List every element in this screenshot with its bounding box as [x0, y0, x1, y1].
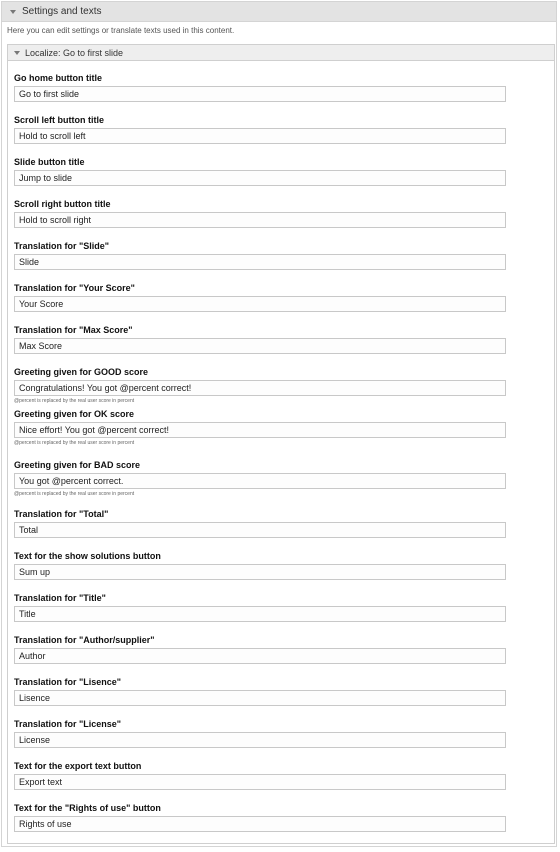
- field-row: [14, 760, 506, 790]
- field-input[interactable]: [14, 86, 506, 102]
- field-label: Text for the show solutions button: [14, 551, 161, 561]
- field-row: [14, 550, 506, 580]
- field-label: Translation for "Author/supplier": [14, 635, 155, 645]
- field-row: [14, 240, 506, 270]
- collapse-triangle-icon[interactable]: [10, 10, 16, 14]
- field-input[interactable]: [14, 170, 506, 186]
- field-label: Go home button title: [14, 73, 102, 83]
- field-input[interactable]: [14, 732, 506, 748]
- field-row: [14, 198, 506, 228]
- field-row: [14, 508, 506, 538]
- settings-panel: [1, 1, 557, 847]
- field-label: Translation for "Slide": [14, 241, 110, 251]
- field-row: [14, 114, 506, 144]
- field-row: [14, 72, 506, 102]
- field-row: [14, 156, 506, 186]
- field-row: [14, 676, 506, 706]
- field-label: Translation for "Your Score": [14, 283, 135, 293]
- field-input[interactable]: [14, 380, 506, 396]
- field-input[interactable]: [14, 648, 506, 664]
- field-input[interactable]: [14, 690, 506, 706]
- field-hint: @percent is replaced by the real user score in percent: [14, 440, 135, 446]
- field-label: Translation for "Max Score": [14, 325, 133, 335]
- field-input[interactable]: [14, 774, 506, 790]
- field-label: Greeting given for BAD score: [14, 460, 141, 470]
- field-input[interactable]: [14, 606, 506, 622]
- field-input[interactable]: [14, 522, 506, 538]
- localize-group-title: Localize: Go to first slide: [25, 47, 124, 58]
- field-row: [14, 802, 506, 832]
- field-row: [14, 366, 506, 404]
- localize-group-header[interactable]: [8, 45, 554, 61]
- field-input[interactable]: [14, 422, 506, 438]
- settings-section-header[interactable]: [2, 2, 556, 22]
- localize-group: [7, 44, 555, 844]
- field-label: Translation for "License": [14, 719, 122, 729]
- field-label: Greeting given for OK score: [14, 409, 135, 419]
- field-row: [14, 459, 506, 497]
- field-row: [14, 282, 506, 312]
- field-row: [14, 634, 506, 664]
- field-label: Greeting given for GOOD score: [14, 367, 149, 377]
- field-label: Translation for "Total": [14, 509, 109, 519]
- field-row: [14, 592, 506, 622]
- field-input[interactable]: [14, 564, 506, 580]
- field-hint: @percent is replaced by the real user score in percent: [14, 398, 135, 404]
- collapse-triangle-icon[interactable]: [14, 51, 20, 55]
- field-label: Scroll left button title: [14, 115, 104, 125]
- field-label: Slide button title: [14, 157, 85, 167]
- settings-description: Here you can edit settings or translate texts used in this content.: [7, 26, 235, 35]
- field-input[interactable]: [14, 338, 506, 354]
- field-row: [14, 718, 506, 748]
- field-input[interactable]: [14, 254, 506, 270]
- field-input[interactable]: [14, 816, 506, 832]
- field-input[interactable]: [14, 473, 506, 489]
- field-label: Scroll right button title: [14, 199, 111, 209]
- field-input[interactable]: [14, 212, 506, 228]
- field-input[interactable]: [14, 128, 506, 144]
- field-label: Text for the export text button: [14, 761, 142, 771]
- field-row: [14, 408, 506, 446]
- field-label: Translation for "Lisence": [14, 677, 122, 687]
- field-label: Text for the "Rights of use" button: [14, 803, 161, 813]
- field-input[interactable]: [14, 296, 506, 312]
- field-label: Translation for "Title": [14, 593, 106, 603]
- field-hint: @percent is replaced by the real user score in percent: [14, 491, 135, 497]
- field-row: [14, 324, 506, 354]
- settings-section-title: Settings and texts: [22, 6, 102, 17]
